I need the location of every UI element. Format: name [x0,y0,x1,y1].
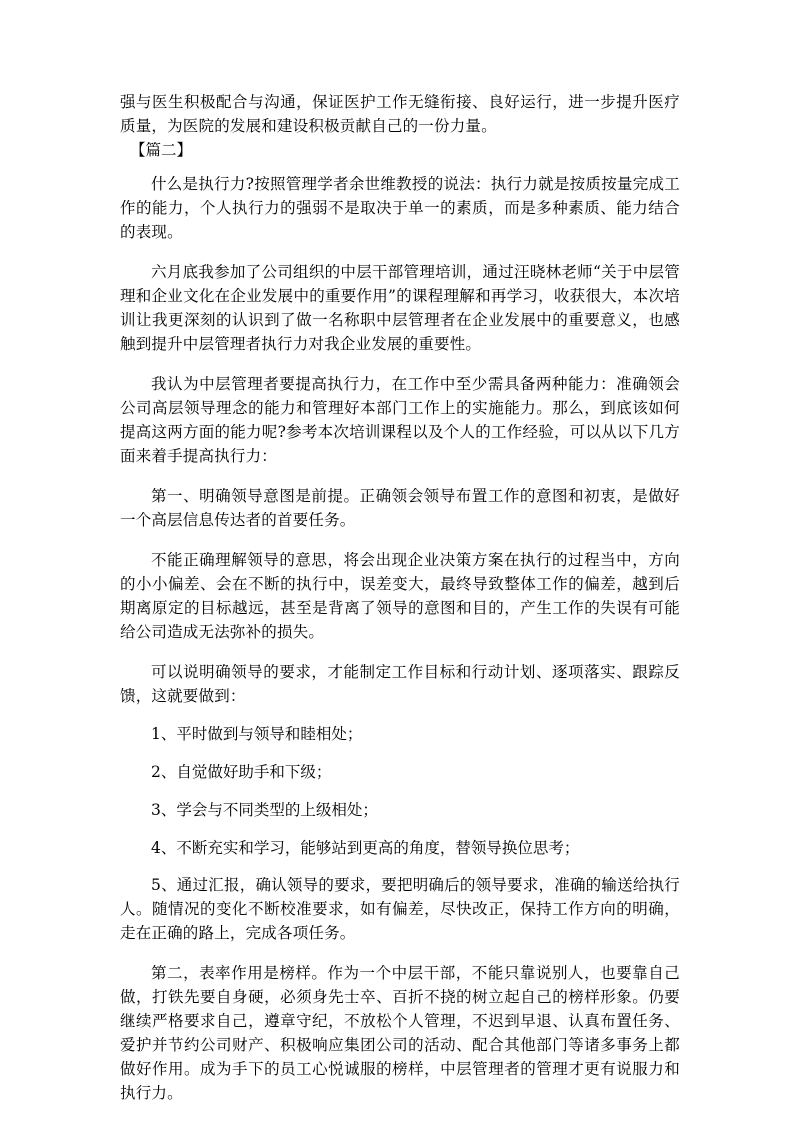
list-item: 5、通过汇报，确认领导的要求，要把明确后的领导要求，准确的输送给执行人。随情况的变化不断校准要求，如有偏差，尽快改正，保持工作方向的明确，走在正确的路上，完成各项任务。 [120,876,680,942]
list-item: 2、自觉做好助手和下级； [151,763,332,781]
paragraph-abilities: 我认为中层管理者要提高执行力，在工作中至少需具备两种能力：准确领会公司高层领导理念的能力和管理好本部门工作上的实施能力。那么，到底该如何提高这两方面的能力呢?参考本次培训课程以及个人的工作经验，可以从以下几方面来着手提高执行力： [120,375,680,465]
paragraph-intro: 什么是执行力?按照管理学者余世维教授的说法：执行力就是按质按量完成工作的能力，个人执行力的强弱不是取决于单一的素质，而是多种素质、能力结合的表现。 [120,175,680,241]
list-item: 4、不断充实和学习，能够站到更高的角度，替领导换位思考； [151,839,580,857]
paragraph-point-one: 第一、明确领导意图是前提。正确领会领导布置工作的意图和初衷，是做好一个高层信息传达者的首要任务。 [120,487,680,529]
list-item: 3、学会与不同类型的上级相处； [151,801,378,819]
paragraph-point-two: 第二，表率作用是榜样。作为一个中层干部，不能只靠说别人，也要靠自己做，打铁先要自身硬，必须身先士卒、百折不挠的树立起自己的榜样形象。仍要继续严格要求自己，遵章守纪，不放松个人管理，不迟到早退、认真布置任务、爱护并节约公司财产、积极响应集团公司的活动、配合其他部门等诸多事务上都做好作用。成为手下的员工心悦诚服的榜样，中层管理者的管理才更有说服力和执行力。 [120,964,680,1102]
paragraph-requirements: 可以说明确领导的要求，才能制定工作目标和行动计划、逐项落实、跟踪反馈，这就要做到： [120,663,680,705]
paragraph-continuation: 强与医生积极配合与沟通，保证医护工作无缝衔接、良好运行，进一步提升医疗质量，为医院的发展和建设积极贡献自己的一份力量。 [120,93,680,135]
list-item: 1、平时做到与领导和睦相处； [151,725,363,743]
paragraph-training: 六月底我参加了公司组织的中层干部管理培训，通过汪晓林老师“关于中层管理和企业文化在企业发展中的重要作用”的课程理解和再学习，收获很大，本次培训让我更深刻的认识到了做一名称职中层管理者在企业发展中的重要意义，也感触到提升中层管理者执行力对我企业发展的重要性。 [120,263,680,353]
paragraph-misunderstanding: 不能正确理解领导的意思，将会出现企业决策方案在执行的过程当中，方向的小小偏差、会在不断的执行中，误差变大，最终导致整体工作的偏差，越到后期离原定的目标越远，甚至是背离了领导的意图和目的，产生工作的失误有可能给公司造成无法弥补的损失。 [120,551,680,641]
document-page [120,90,680,1105]
section-heading: 【篇二】 [130,141,193,159]
